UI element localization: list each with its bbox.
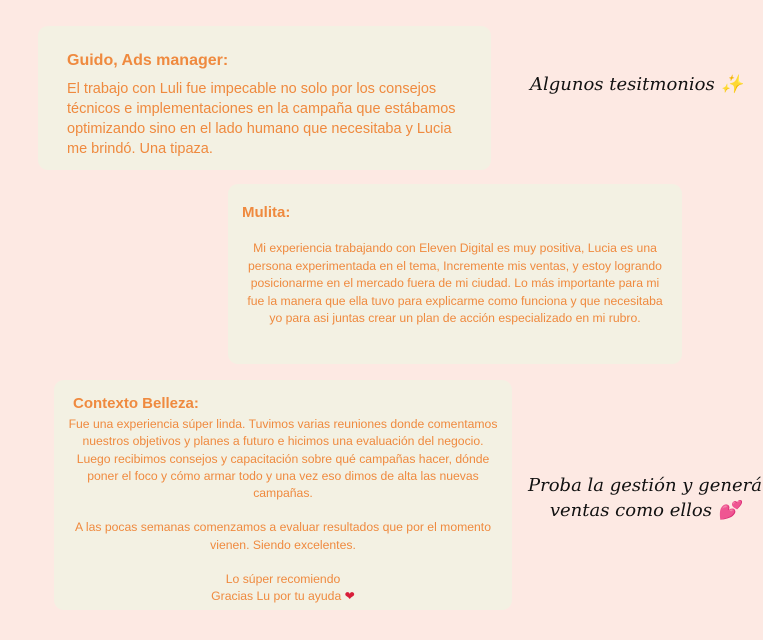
cta-line: ventas como ellos bbox=[549, 500, 712, 521]
testimonial-text: El trabajo con Luli fue impecable no solo por los consejos técnicos e implementaciones en la campaña que estábamos optimizando sino en el lado humano que necesitaba y Lucia me brindó. Una tipaza. bbox=[67, 81, 456, 157]
sparkles-icon: ✨ bbox=[720, 74, 743, 95]
testimonial-text: Mi experiencia trabajando con Eleven Digital es muy positiva, Lucia es una persona experimentada en el tema, Incremente mis ventas, y estoy logrando posicionarme en el mercado fuera de mi ciudad. Lo más importante para mi fue la manera que ella tuvo para explicarme como funciona y que necesitaba yo para asi juntas crear un plan de acción especializado en mi rubro. bbox=[247, 241, 663, 325]
testimonial-author: Contexto Belleza: bbox=[73, 395, 199, 412]
testimonial-author: Guido, Ads manager: bbox=[67, 52, 229, 69]
testimonial-text bbox=[64, 416, 502, 606]
heading-text: Algunos tesitmonios bbox=[530, 74, 715, 95]
testimonial-paragraph: Fue una experiencia súper linda. Tuvimos varias reuniones donde comentamos nuestros objetivos y planes a futuro e hicimos una evaluación del negocio. Luego recibimos consejos y capacitación sobre qué campañas hacer, dónde poner el foco y cómo armar todo y una vez eso dimos de alta las nuevas campañas. bbox=[68, 417, 498, 501]
closing-line: Lo súper recomiendo bbox=[225, 572, 341, 587]
testimonial-author: Mulita: bbox=[242, 204, 291, 221]
testimonial-card-contexto-belleza bbox=[54, 380, 512, 610]
section-heading bbox=[530, 74, 743, 95]
closing-line: Gracias Lu por tu ayuda bbox=[211, 589, 342, 604]
cta-line: Proba la gestión y generá bbox=[528, 475, 762, 496]
call-to-action-text bbox=[528, 473, 762, 523]
two-hearts-icon: 💕 bbox=[717, 500, 741, 521]
testimonial-paragraph: A las pocas semanas comenzamos a evaluar resultados que por el momento vienen. Siendo excelentes. bbox=[75, 520, 491, 552]
heart-icon: ❤ bbox=[344, 589, 355, 604]
testimonial-closing bbox=[64, 571, 502, 606]
testimonial-card-guido bbox=[38, 26, 491, 170]
testimonial-card-mulita bbox=[228, 184, 682, 364]
